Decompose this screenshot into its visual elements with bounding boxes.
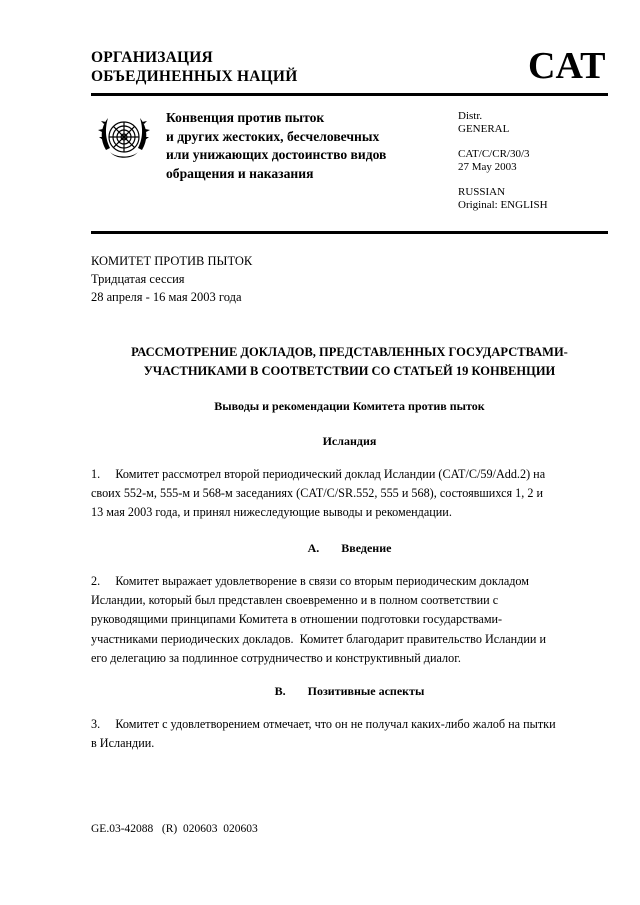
footer-job-number: GE.03-42088 (R) 020603 020603 [91, 823, 258, 835]
para1-line-1: 1. Комитет рассмотрел второй периодический доклад Исландии (CAT/C/59/Add.2) на [91, 467, 546, 481]
section-a-title: Введение [341, 541, 392, 555]
committee-name: КОМИТЕТ ПРОТИВ ПЫТОК [91, 254, 253, 268]
un-emblem-icon [96, 110, 152, 166]
doc-language: RUSSIAN [458, 186, 506, 198]
section-b-heading [91, 683, 608, 699]
title-line-1: РАССМОТРЕНИЕ ДОКЛАДОВ, ПРЕДСТАВЛЕННЫХ ГОСУДАРСТВАМИ- [131, 345, 568, 359]
section-b-title: Позитивные аспекты [307, 684, 425, 698]
convention-line-1: Конвенция против пыток [166, 110, 325, 125]
para3-line-2: в Исландии. [91, 736, 155, 751]
para1-line-3: 13 мая 2003 года, и принял нижеследующие выводы и рекомендации. [91, 505, 452, 520]
para2-line-4: участниками периодических докладов. Комитет благодарит правительство Исландии и [91, 631, 546, 646]
section-b-letter: B. [274, 684, 286, 698]
para3-line-1: 3. Комитет с удовлетворением отмечает, что он не получал каких-либо жалоб на пытки [91, 717, 556, 731]
paragraph-2 [91, 572, 601, 668]
section-a-heading [91, 540, 608, 556]
para1-line-2: своих 552-м, 555-м и 568-м заседаниях (CAT/C/SR.552, 555 и 568), состоявшихся 1, 2 и [91, 486, 543, 501]
committee-info [91, 252, 252, 306]
paragraph-3 [91, 715, 601, 753]
convention-line-4: обращения и наказания [166, 165, 314, 181]
para2-line-5: его делегацию за подлинное сотрудничество и конструктивный диалог. [91, 650, 461, 665]
header-rule-top [91, 93, 608, 96]
country-heading: Исландия [322, 434, 377, 448]
distribution-block [458, 110, 548, 212]
header-rule-bottom [91, 231, 608, 234]
organization-name [91, 48, 297, 86]
convention-title [166, 109, 386, 183]
doc-date: 27 May 2003 [458, 161, 517, 173]
title-line-2: УЧАСТНИКАМИ В СООТВЕТСТВИИ СО СТАТЬЕЙ 19 КОНВЕНЦИИ [143, 364, 556, 378]
convention-line-2: и других жестоких, бесчеловечных [166, 128, 380, 144]
org-line-2: ОБЪЕДИНЕННЫХ НАЦИЙ [91, 68, 298, 85]
distr-value: GENERAL [458, 123, 510, 135]
org-line-1: ОРГАНИЗАЦИЯ [91, 49, 213, 66]
document-subtitle: Выводы и рекомендации Комитета против пыток [214, 399, 485, 413]
para2-line-1: 2. Комитет выражает удовлетворение в связи со вторым периодическим докладом [91, 574, 530, 588]
para2-line-3: руководящими принципами Комитета в отношении подготовки государствами- [91, 612, 503, 627]
distr-label: Distr. [458, 110, 483, 122]
doc-original: Original: ENGLISH [458, 199, 548, 211]
committee-session: Тридцатая сессия [91, 272, 185, 286]
section-a-letter: A. [307, 541, 320, 555]
paragraph-1 [91, 465, 601, 523]
document-title [91, 343, 608, 381]
committee-dates: 28 апреля - 16 мая 2003 года [91, 290, 242, 304]
convention-line-3: или унижающих достоинство видов [166, 147, 387, 162]
document-symbol-cat: CAT [528, 45, 606, 87]
doc-symbol: CAT/C/CR/30/3 [458, 148, 530, 160]
para2-line-2: Исландии, который был представлен своевременно и в полном соответствии с [91, 593, 499, 608]
